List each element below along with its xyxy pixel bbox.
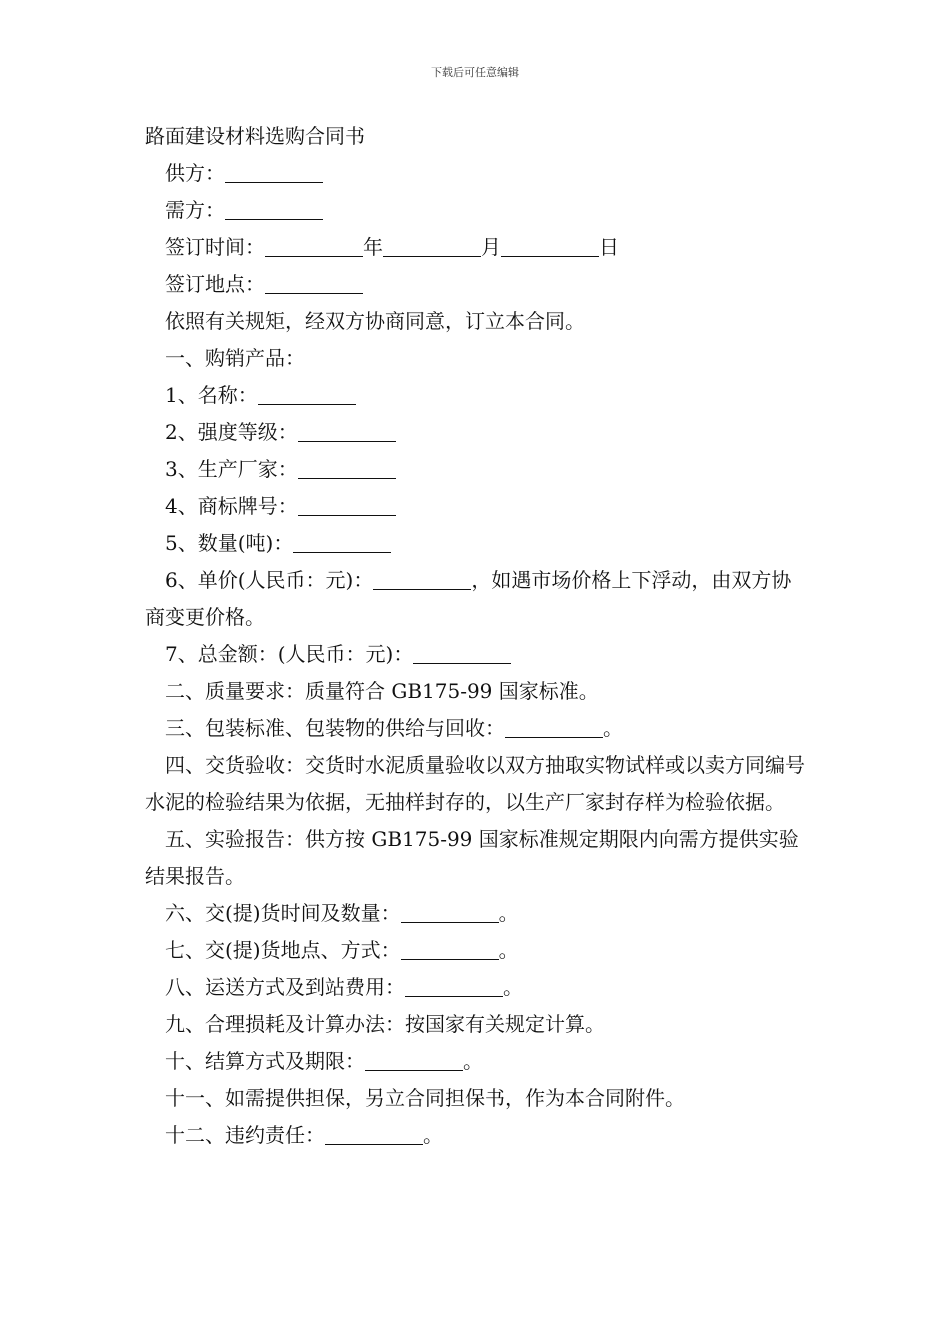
section-10-label: 十、结算方式及期限： bbox=[165, 1049, 365, 1073]
section-12-period: 。 bbox=[423, 1123, 443, 1147]
document-title: 路面建设材料选购合同书 bbox=[145, 124, 365, 148]
item-1-label: 1、名称： bbox=[165, 383, 258, 407]
section-8-period: 。 bbox=[503, 975, 523, 999]
sign-place-line bbox=[145, 266, 810, 303]
section-8-label: 八、运送方式及到站费用： bbox=[165, 975, 405, 999]
item-2-line bbox=[145, 414, 810, 451]
sign-time-label: 签订时间： bbox=[165, 235, 265, 259]
supplier-label: 供方： bbox=[165, 161, 225, 185]
section-12-label: 十二、违约责任： bbox=[165, 1123, 325, 1147]
item-5-blank bbox=[293, 530, 391, 553]
item-3-blank bbox=[298, 456, 396, 479]
item-2-label: 2、强度等级： bbox=[165, 420, 298, 444]
item-5-label: 5、数量(吨)： bbox=[165, 531, 294, 555]
section-9: 九、合理损耗及计算办法：按国家有关规定计算。 bbox=[165, 1012, 605, 1036]
section-12 bbox=[145, 1117, 810, 1154]
year-label: 年 bbox=[363, 235, 383, 259]
supplier-blank bbox=[225, 160, 323, 183]
sign-place-blank bbox=[265, 271, 363, 294]
item-1-blank bbox=[258, 382, 356, 405]
section-1-title: 一、购销产品： bbox=[165, 346, 305, 370]
buyer-blank bbox=[225, 197, 323, 220]
item-4-label: 4、商标牌号： bbox=[165, 494, 298, 518]
item-4-blank bbox=[298, 493, 396, 516]
item-2-blank bbox=[298, 419, 396, 442]
item-6-text: ，如遇市场价格上下浮动，由双方协商变更价格。 bbox=[145, 568, 792, 629]
section-10-blank bbox=[365, 1048, 463, 1071]
month-label: 月 bbox=[481, 235, 501, 259]
buyer-line bbox=[145, 192, 810, 229]
buyer-label: 需方： bbox=[165, 198, 225, 222]
year-blank bbox=[265, 234, 363, 257]
section-12-blank bbox=[325, 1122, 423, 1145]
section-7-label: 七、交(提)货地点、方式： bbox=[165, 938, 401, 962]
section-4: 四、交货验收：交货时水泥质量验收以双方抽取实物试样或以卖方同编号水泥的检验结果为依据，无抽样封存的，以生产厂家封存样为检验依据。 bbox=[145, 753, 805, 814]
section-6 bbox=[145, 895, 810, 932]
section-3-blank bbox=[505, 715, 603, 738]
item-5-line bbox=[145, 525, 810, 562]
section-10 bbox=[145, 1043, 810, 1080]
item-4-line bbox=[145, 488, 810, 525]
section-6-period: 。 bbox=[498, 901, 519, 925]
day-label: 日 bbox=[599, 235, 619, 259]
section-6-label: 六、交(提)货时间及数量： bbox=[165, 901, 401, 925]
section-2: 二、质量要求：质量符合 GB175-99 国家标准。 bbox=[165, 679, 599, 703]
section-6-blank bbox=[401, 900, 499, 923]
section-7-period: 。 bbox=[498, 938, 519, 962]
page-header-note: 下载后可任意编辑 bbox=[431, 66, 519, 79]
month-blank bbox=[383, 234, 481, 257]
section-8 bbox=[145, 969, 810, 1006]
sign-time-line bbox=[145, 229, 810, 266]
contract-document bbox=[145, 118, 810, 1154]
item-7-line bbox=[145, 636, 810, 673]
day-blank bbox=[501, 234, 599, 257]
supplier-line bbox=[145, 155, 810, 192]
section-8-blank bbox=[405, 974, 503, 997]
item-6-label: 6、单价(人民币：元)： bbox=[165, 568, 374, 592]
section-7 bbox=[145, 932, 810, 969]
section-3-period: 。 bbox=[603, 716, 623, 740]
item-6-paragraph bbox=[145, 562, 810, 636]
section-7-blank bbox=[401, 937, 499, 960]
section-11: 十一、如需提供担保，另立合同担保书，作为本合同附件。 bbox=[165, 1086, 685, 1110]
item-1-line bbox=[145, 377, 810, 414]
item-7-label: 7、总金额：(人民币：元)： bbox=[165, 642, 414, 666]
item-7-blank bbox=[413, 641, 511, 664]
sign-place-label: 签订地点： bbox=[165, 272, 265, 296]
intro-paragraph: 依照有关规矩，经双方协商同意，订立本合同。 bbox=[165, 309, 585, 333]
section-3-label: 三、包装标准、包装物的供给与回收： bbox=[165, 716, 505, 740]
item-3-line bbox=[145, 451, 810, 488]
section-10-period: 。 bbox=[463, 1049, 483, 1073]
item-3-label: 3、生产厂家： bbox=[165, 457, 298, 481]
section-5: 五、实验报告：供方按 GB175-99 国家标准规定期限内向需方提供实验结果报告。 bbox=[145, 827, 799, 888]
section-3 bbox=[145, 710, 810, 747]
item-6-blank bbox=[373, 567, 471, 590]
